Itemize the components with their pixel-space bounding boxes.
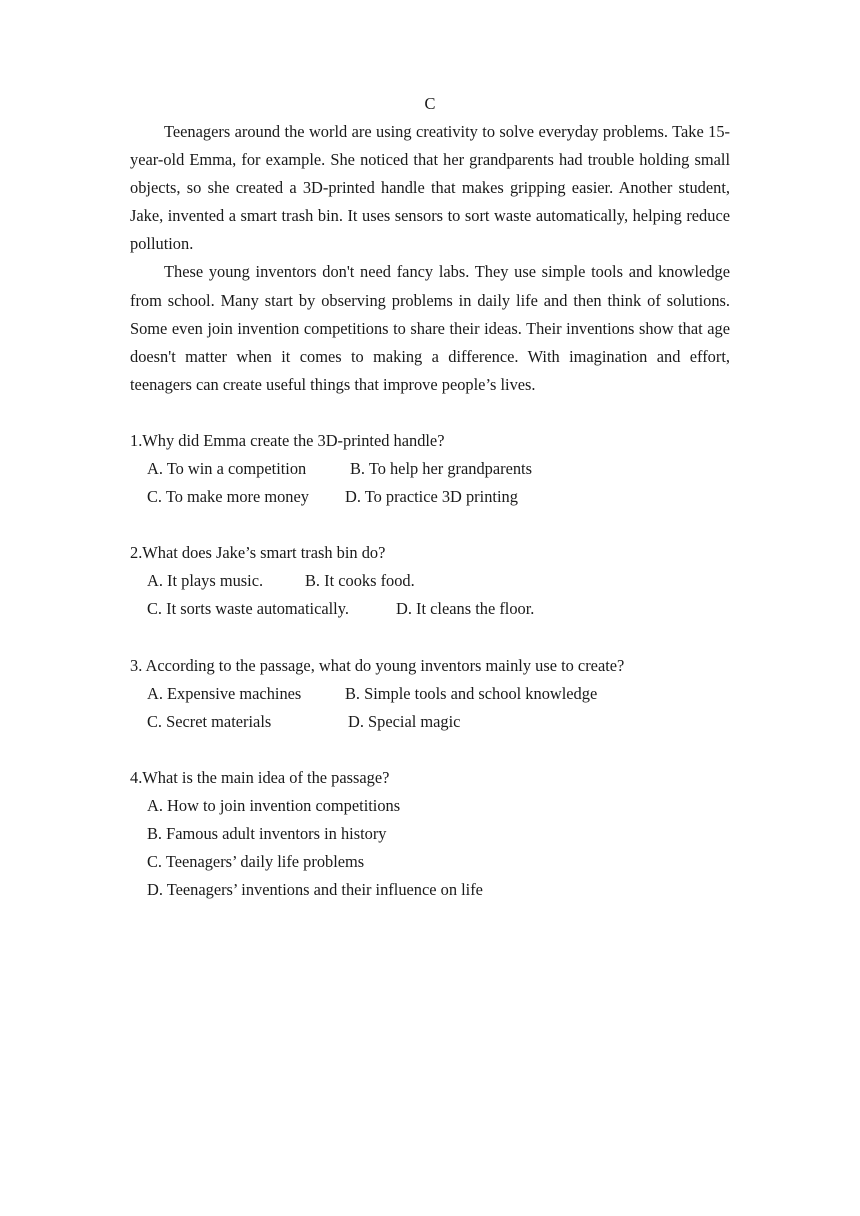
question-2-option-d[interactable]: D. It cleans the floor.	[396, 599, 535, 619]
question-3-option-b[interactable]: B. Simple tools and school knowledge	[345, 683, 598, 703]
passage-paragraph-1: Teenagers around the world are using creativity to solve everyday problems. Take 15-year-old Emma, for example. She noticed that her grandparents had trouble holding small objects, so she created a 3D-printed handle that makes gripping easier. Another student, Jake, invented a smart trash bin. It uses sensors to sort waste automatically, helping reduce pollution.	[130, 122, 730, 254]
question-3-stem: 3. According to the passage, what do young inventors mainly use to create?	[130, 655, 625, 675]
question-2-option-b[interactable]: B. It cooks food.	[305, 571, 415, 591]
question-2-option-c[interactable]: C. It sorts waste automatically.	[147, 599, 349, 619]
question-4	[130, 764, 730, 904]
question-3	[130, 652, 730, 736]
passage-paragraph-2: These young inventors don't need fancy labs. They use simple tools and knowledge from school. Many start by observing problems in daily life and then think of solutions. Some even join invention competitions to share their ideas. Their inventions show that age doesn't matter when it comes to making a difference. With imagination and effort, teenagers can create useful things that improve people’s lives.	[130, 262, 730, 394]
section-label: C	[424, 94, 436, 113]
question-1-stem: 1.Why did Emma create the 3D-printed handle?	[130, 430, 445, 450]
question-2-options-row-2	[130, 595, 730, 623]
question-1-option-c[interactable]: C. To make more money	[147, 487, 309, 507]
question-1-options-row-2	[130, 483, 730, 511]
question-2-option-a[interactable]: A. It plays music.	[147, 571, 264, 591]
question-3-option-a[interactable]: A. Expensive machines	[147, 683, 302, 703]
question-4-option-c-row	[130, 848, 730, 876]
question-4-option-d-row	[130, 876, 730, 904]
spacer	[130, 736, 730, 764]
question-4-option-b[interactable]: B. Famous adult inventors in history	[147, 823, 387, 843]
question-4-option-a-row	[130, 792, 730, 820]
question-3-option-c[interactable]: C. Secret materials	[147, 711, 272, 731]
spacer	[130, 624, 730, 652]
question-4-option-b-row	[130, 820, 730, 848]
question-1-options-row-1	[130, 455, 730, 483]
question-4-stem: 4.What is the main idea of the passage?	[130, 767, 390, 787]
question-4-option-d[interactable]: D. Teenagers’ inventions and their influence on life	[147, 880, 483, 900]
question-4-option-a[interactable]: A. How to join invention competitions	[147, 795, 401, 815]
question-1	[130, 427, 730, 511]
question-1-option-b[interactable]: B. To help her grandparents	[350, 459, 532, 479]
question-4-option-c[interactable]: C. Teenagers’ daily life problems	[147, 852, 365, 872]
question-2-stem: 2.What does Jake’s smart trash bin do?	[130, 543, 386, 563]
question-1-option-d[interactable]: D. To practice 3D printing	[345, 487, 518, 507]
question-2-options-row-1	[130, 567, 730, 595]
spacer	[130, 511, 730, 539]
question-2	[130, 539, 730, 623]
spacer	[130, 399, 730, 427]
question-3-options-row-2	[130, 708, 730, 736]
question-3-options-row-1	[130, 680, 730, 708]
document-page	[130, 90, 730, 904]
question-1-option-a[interactable]: A. To win a competition	[147, 459, 307, 479]
question-3-option-d[interactable]: D. Special magic	[348, 711, 461, 731]
